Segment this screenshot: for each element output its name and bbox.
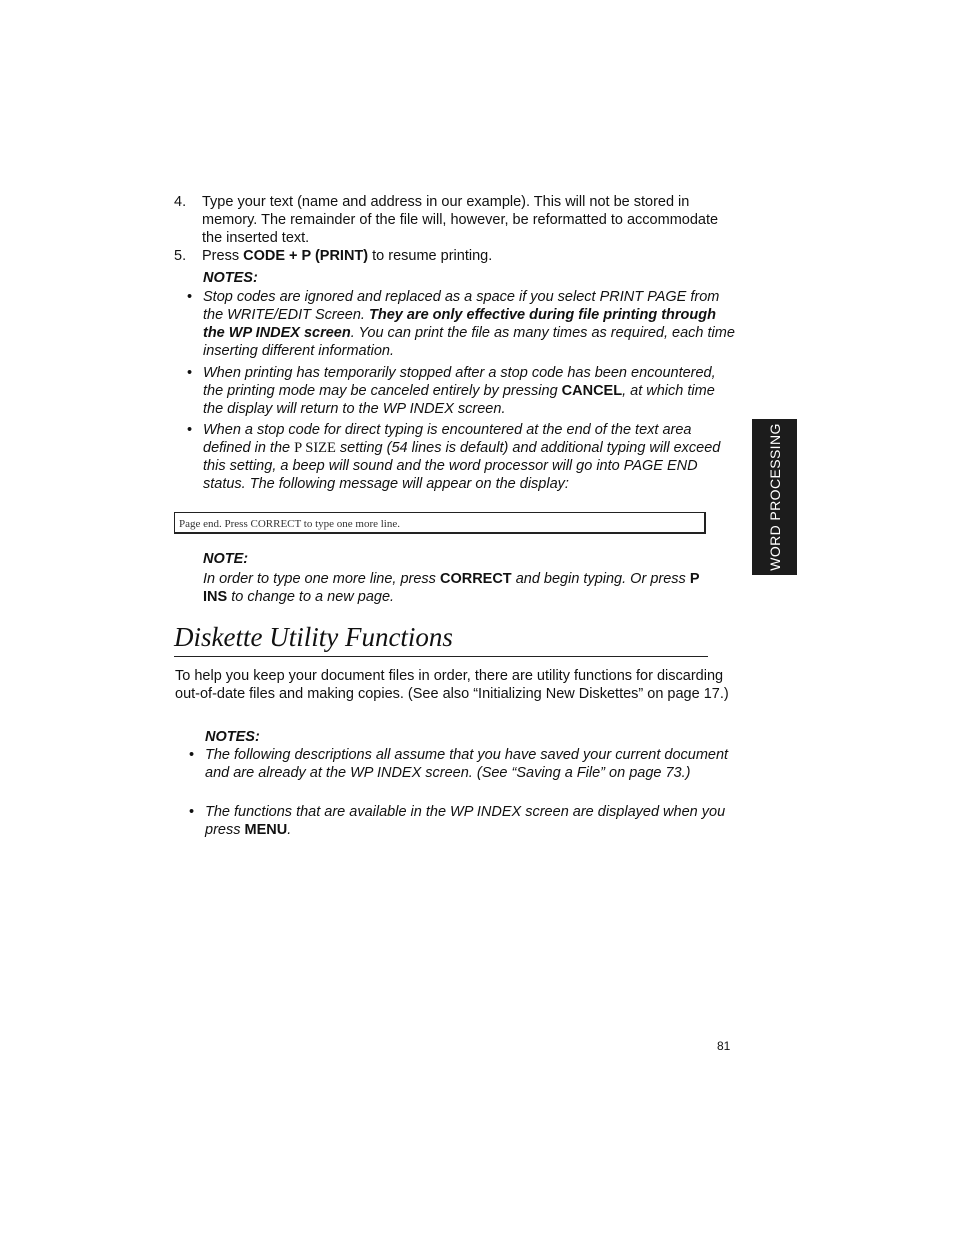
step-5 bbox=[174, 247, 734, 265]
page-number: 81 bbox=[717, 1039, 731, 1053]
note-correct: In order to type one more line, press CORRECT and begin typing. Or press P INS to change to a new page. bbox=[203, 571, 700, 605]
display-message-box: Page end. Press CORRECT to type one more line. bbox=[174, 512, 706, 534]
note-bullet-cancel: • When printing has temporarily stopped after a stop code has been encountered, the printing mode may be canceled entirely by pressing CANCEL, at which time the display will return to the WP INDEX screen. bbox=[187, 365, 716, 417]
bullet-dot: • bbox=[189, 804, 195, 820]
bullet-dot: • bbox=[189, 747, 195, 763]
note-heading: NOTE: bbox=[203, 551, 249, 567]
step-text: Press CODE + P (PRINT) to resume printing. bbox=[202, 248, 493, 264]
note-bullet-menu: • The functions that are available in the WP INDEX screen are displayed when you press MENU. bbox=[189, 804, 726, 838]
note-bullet-stop-codes: • Stop codes are ignored and replaced as a space if you select PRINT PAGE from the WRITE/EDIT Screen. They are only effective during file printing through the WP INDEX screen. You can print the file as many times as required, each time inserting different information. bbox=[187, 289, 735, 359]
step-4 bbox=[174, 193, 734, 247]
step-number: 4. bbox=[174, 194, 187, 210]
chapter-tab-label: WORD PROCESSING bbox=[766, 423, 783, 571]
notes-heading: NOTES: bbox=[203, 270, 258, 286]
bullet-dot: • bbox=[187, 365, 193, 381]
step-text: Type your text (name and address in our example). This will not be stored in memory. The remainder of the file will, however, be reformatted to accommodate the inserted text. bbox=[202, 194, 719, 246]
section-title: Diskette Utility Functions bbox=[174, 620, 708, 657]
bullet-dot: • bbox=[187, 422, 193, 438]
chapter-side-tab bbox=[752, 419, 797, 575]
step-number: 5. bbox=[174, 248, 187, 264]
intro-paragraph: To help you keep your document files in order, there are utility functions for discarding out-of-date files and making copies. (See also “Initializing New Diskettes” on page 17.) bbox=[175, 668, 729, 702]
notes-heading: NOTES: bbox=[205, 729, 260, 745]
note-bullet-page-end: • When a stop code for direct typing is encountered at the end of the text area defined in the P SIZE setting (54 lines is default) and additional typing will exceed this setting, a beep will sound and the word processor will go into PAGE END status. The following message will appear on the display: bbox=[187, 422, 721, 492]
bullet-dot: • bbox=[187, 289, 193, 305]
note-bullet-assumption: • The following descriptions all assume that you have saved your current document and are already at the WP INDEX screen. (See “Saving a File” on page 73.) bbox=[189, 747, 729, 781]
